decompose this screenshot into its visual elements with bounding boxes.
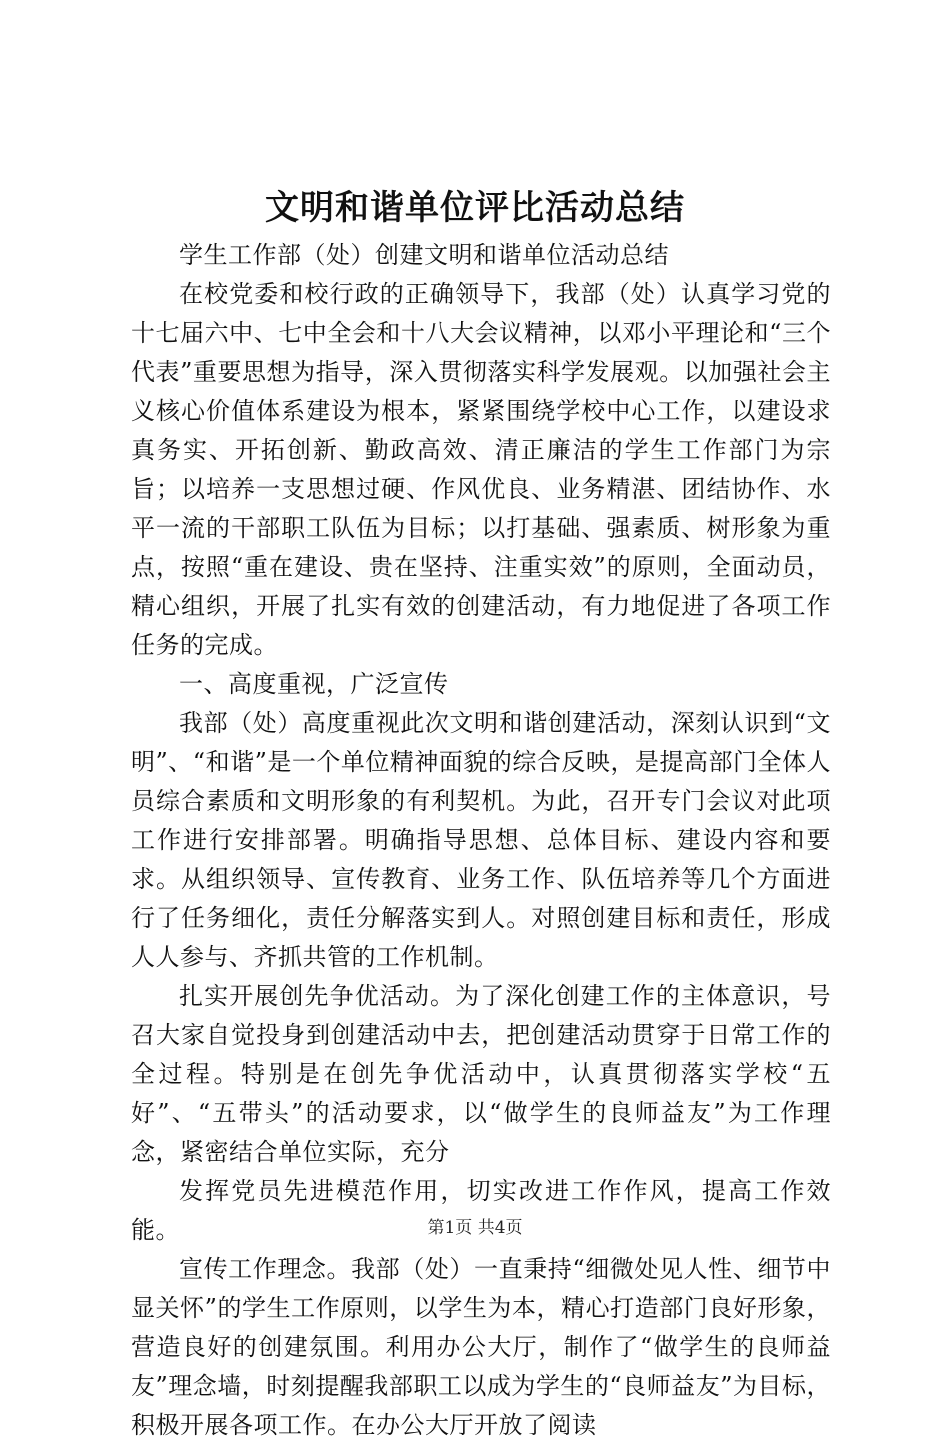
body-paragraph: 发挥党员先进模范作用，切实改进工作作风，提高工作效能。	[131, 1177, 831, 1244]
document-body	[131, 236, 831, 1445]
page-number-footer: 第1页 共4页	[427, 1218, 523, 1238]
body-paragraph: 扎实开展创先争优活动。为了深化创建工作的主体意识，号召大家自觉投身到创建活动中去，把创建活动贯穿于日常工作的全过程。特别是在创先争优活动中，认真贯彻落实学校“五好”、“五带头”的活动要求，以“做学生的良师益友”为工作理念，紧密结合单位实际，充分	[131, 982, 831, 1166]
body-paragraph: 我部（处）高度重视此次文明和谐创建活动，深刻认识到“文明”、“和谐”是一个单位精神面貌的综合反映，是提高部门全体人员综合素质和文明形象的有利契机。为此，召开专门会议对此项工作进行安排部署。明确指导思想、总体目标、建设内容和要求。从组织领导、宣传教育、业务工作、队伍培养等几个方面进行了任务细化，责任分解落实到人。对照创建目标和责任，形成人人参与、齐抓共管的工作机制。	[131, 709, 831, 971]
body-paragraph: 宣传工作理念。我部（处）一直秉持“细微处见人性、细节中显关怀”的学生工作原则，以学生为本，精心打造部门良好形象，营造良好的创建氛围。利用办公大厅，制作了“做学生的良师益友”理念墙，时刻提醒我部职工以成为学生的“良师益友”为目标，积极开展各项工作。在办公大厅开放了阅读	[131, 1255, 831, 1439]
document-title: 文明和谐单位评比活动总结	[265, 188, 685, 228]
subtitle-paragraph: 学生工作部（处）创建文明和谐单位活动总结	[179, 241, 669, 269]
section-heading: 一、高度重视，广泛宣传	[179, 670, 449, 698]
intro-paragraph: 在校党委和校行政的正确领导下，我部（处）认真学习党的十七届六中、七中全会和十八大会议精神，以邓小平理论和“三个代表”重要思想为指导，深入贯彻落实科学发展观。以加强社会主义核心价值体系建设为根本，紧紧围绕学校中心工作，以建设求真务实、开拓创新、勤政高效、清正廉洁的学生工作部门为宗旨；以培养一支思想过硬、作风优良、业务精湛、团结协作、水平一流的干部职工队伍为目标；以打基础、强素质、树形象为重点，按照“重在建设、贵在坚持、注重实效”的原则，全面动员，精心组织，开展了扎实有效的创建活动，有力地促进了各项工作任务的完成。	[131, 280, 831, 659]
